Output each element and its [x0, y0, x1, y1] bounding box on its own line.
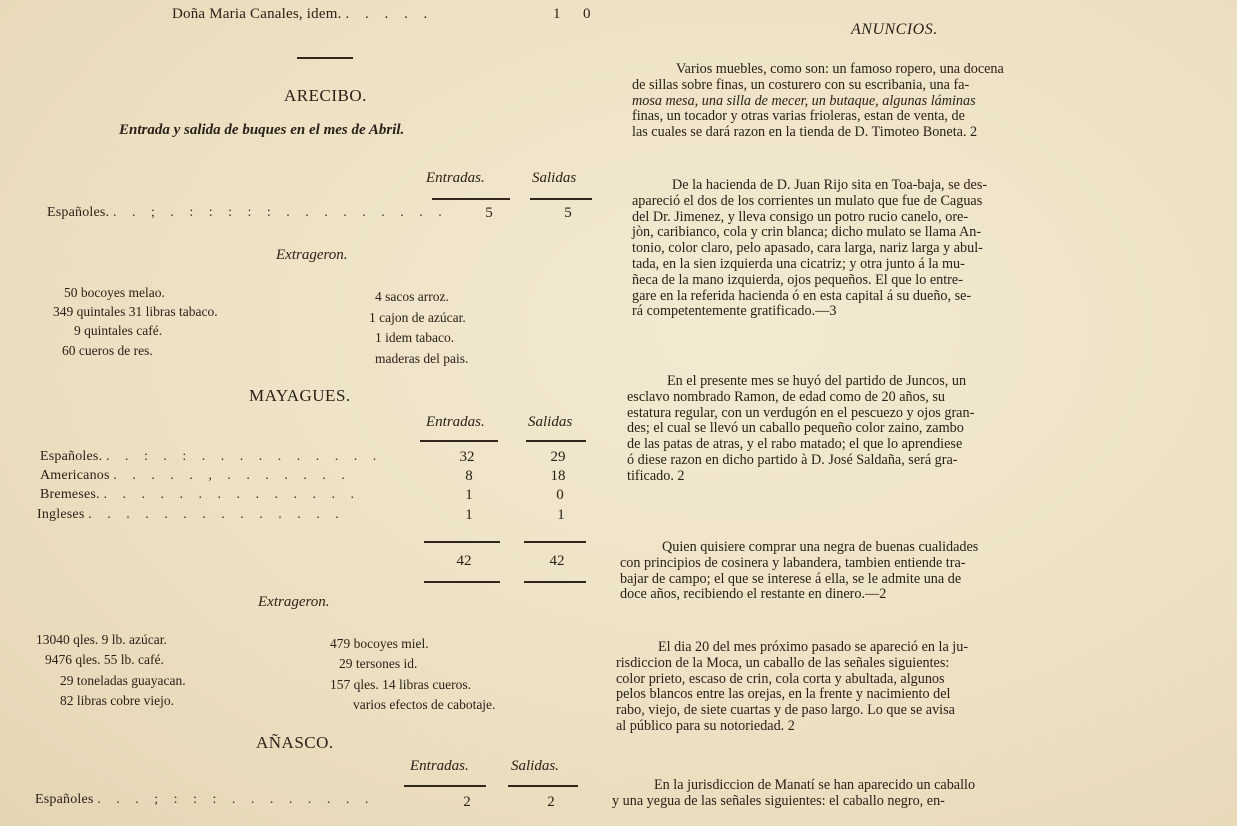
ad-line: Quien quisiere comprar una negra de buenas cualidades: [662, 539, 979, 555]
ad-line: ñeca de la mano izquierda, ojos pequeños. El que lo entre-: [632, 271, 963, 288]
mayagues-cargo-right-1: 29 tersones id.: [339, 656, 418, 671]
ad-line: y una yegua de las señales siguientes: el caballo negro, en-: [612, 792, 945, 809]
anasco-col-salidas: Salidas.: [511, 758, 559, 774]
mayagues-heading: MAYAGUES.: [249, 386, 351, 405]
leader-dots: . . ; . : : : : : . . . . . . . . .: [112, 205, 448, 220]
row-label: Españoles: [35, 792, 94, 807]
ad-line: pelos blancos entre las orejas, en la frente y nacimiento del: [616, 686, 951, 703]
mayagues-row-salidas: 1: [557, 507, 565, 523]
mayagues-cargo-left-0: 13040 qles. 9 lb. azúcar.: [36, 632, 167, 647]
top-val-1: 1: [553, 6, 561, 22]
ad-line: des; el cual se llevó un caballo pequeño color zaino, zambo: [627, 420, 964, 437]
rule: [404, 785, 486, 787]
mayagues-cargo-right-3: varios efectos de cabotaje.: [353, 697, 496, 712]
mayagues-row-salidas: 0: [556, 487, 564, 503]
arecibo-cargo-right-1: 1 cajon de azúcar.: [369, 310, 466, 325]
anasco-heading: AÑASCO.: [256, 733, 334, 752]
row-label: Ingleses: [37, 507, 85, 522]
leader-dots: . . . ; : : : . . . . . . . .: [97, 792, 375, 807]
rule: [424, 541, 500, 543]
mayagues-cargo-left-2: 29 toneladas guayacan.: [60, 673, 186, 688]
ad-6: [612, 778, 1166, 810]
leader-dots: . . . . . , . . . . . . .: [113, 468, 351, 483]
mayagues-row: [37, 507, 345, 523]
rule: [432, 198, 510, 200]
mayagues-row: [40, 468, 351, 484]
arecibo-row: [47, 205, 448, 221]
ad-line: jòn, caribianco, cola y crin blanca; dicho mulato se llama An-: [632, 224, 982, 241]
ad-line: Varios muebles, como son: un famoso ropero, una docena: [676, 61, 1004, 77]
mayagues-cargo-left-1: 9476 qles. 55 lb. café.: [45, 652, 164, 667]
ad-line: del Dr. Jimenez, y lleva consigo un potro rucio canelo, ore-: [632, 208, 969, 225]
ad-line: con principios de cosinera y labandera, tambien entiende tra-: [620, 554, 966, 571]
ad-line: bajar de campo; el que se interese á ella, se le admite una de: [620, 570, 962, 587]
ad-line: risdiccion de la Moca, un caballo de las señales siguientes:: [616, 654, 950, 671]
ad-line: tificado. 2: [627, 467, 685, 484]
ad-line: gare en la referida hacienda ó en esta capital á su dueño, se-: [632, 287, 972, 304]
mayagues-row-entradas: 8: [465, 468, 473, 484]
mayagues-row-salidas: 29: [550, 449, 566, 465]
ad-line: finas, un tocador y otras varias frioleras, estan de venta, de: [632, 108, 965, 125]
ad-line: En el presente mes se huyó del partido de Juncos, un: [667, 373, 967, 389]
mayagues-row: [40, 449, 382, 465]
arecibo-col-entradas: Entradas.: [426, 170, 485, 186]
arecibo-subtitle: [119, 122, 404, 139]
mayagues-col-entradas: Entradas.: [426, 414, 485, 430]
ad-line: De la hacienda de D. Juan Rijo sita en Toa-baja, se des-: [672, 177, 988, 193]
mayagues-extrageron: Extrageron.: [258, 594, 330, 610]
mayagues-cargo-right-2: 157 qles. 14 libras cueros.: [330, 677, 471, 692]
arecibo-cargo-left-0: 50 bocoyes melao.: [64, 285, 165, 300]
ad-line: tada, en la sien izquierda una cicatriz; y otra junto á la mu-: [632, 255, 965, 272]
mayagues-cargo-left-3: 82 libras cobre viejo.: [60, 693, 174, 708]
arecibo-cargo-right-0: 4 sacos arroz.: [375, 289, 449, 304]
ad-line: color prieto, escaso de crin, cola corta y abultada, algunos: [616, 670, 945, 687]
arecibo-subtitle-text: Entrada y salida de buques en el mes de Abril.: [119, 122, 405, 138]
row-label: Americanos: [40, 468, 110, 483]
ad-line: estatura regular, con un verdugón en el pescuezo y ojos gran-: [627, 404, 975, 421]
rule: [424, 581, 500, 583]
mayagues-row-entradas: 1: [465, 507, 473, 523]
section-divider: [297, 57, 353, 59]
arecibo-cargo-left-2: 9 quintales café.: [74, 323, 163, 338]
ad-line: doce años, recibiendo el restante en dinero.—2: [620, 586, 887, 603]
arecibo-col-salidas: Salidas: [532, 170, 577, 186]
anuncios-heading: ANUNCIOS.: [851, 21, 938, 38]
rule: [526, 440, 586, 442]
ad-line: En la jurisdiccion de Manatí se han aparecido un caballo: [654, 777, 976, 793]
anasco-row: [35, 792, 374, 808]
ad-line: de sillas sobre finas, un costurero con su escribania, una fa-: [632, 76, 970, 93]
ad-line: tonio, color claro, pelo apasado, cara larga, nariz larga y abul-: [632, 240, 983, 257]
ad-line: apareció el dos de los corrientes un mulato que fue de Caguas: [632, 192, 983, 209]
ad-4: [620, 540, 1170, 603]
arecibo-extrageron: Extrageron.: [276, 247, 348, 263]
mayagues-row: [40, 487, 360, 503]
ad-line: esclavo nombrado Ramon, de edad como de 20 años, su: [627, 388, 945, 405]
mayagues-row-entradas: 1: [465, 487, 473, 503]
leader-dots: . . . . . . . . . . . . . .: [103, 487, 360, 502]
arecibo-heading: ARECIBO.: [284, 86, 367, 105]
top-line: [172, 6, 433, 23]
arecibo-cargo-right-3: maderas del pais.: [375, 351, 469, 366]
mayagues-cargo-right-0: 479 bocoyes miel.: [330, 636, 429, 651]
ad-5: [616, 640, 1170, 735]
arecibo-cargo-right-2: 1 idem tabaco.: [375, 330, 455, 345]
ad-line: las cuales se dará razon en la tienda de D. Timoteo Boneta. 2: [632, 124, 978, 141]
ad-3: [627, 374, 1175, 485]
anasco-row-entradas: 2: [463, 794, 471, 810]
mayagues-row-salidas: 18: [550, 468, 566, 484]
leader-dots: . . : . : . . . . . . . . . .: [105, 449, 383, 464]
ad-1: [632, 62, 1180, 141]
rule: [524, 581, 586, 583]
mayagues-total-salidas: 42: [549, 553, 565, 569]
ad-line: ó diese razon en dicho partido à D. José Saldaña, será gra-: [627, 451, 958, 468]
arecibo-cargo-left-3: 60 cueros de res.: [62, 343, 153, 358]
arecibo-cargo-left-1: 349 quintales 31 libras tabaco.: [53, 304, 218, 319]
row-label: Españoles.: [47, 205, 110, 220]
rule: [420, 440, 498, 442]
mayagues-total-entradas: 42: [456, 553, 472, 569]
anasco-row-salidas: 2: [547, 794, 555, 810]
arecibo-row-salidas: 5: [564, 205, 572, 221]
top-val-2: 0: [583, 6, 591, 22]
row-label: Españoles.: [40, 449, 103, 464]
ad-2: [632, 178, 1180, 320]
rule: [524, 541, 586, 543]
leader-dots: . . . . . . . . . . . . . .: [88, 507, 345, 522]
ad-line: rá competentemente gratificado.—3: [632, 303, 837, 320]
ad-line: mosa mesa, una silla de mecer, un butaque, algunas láminas: [632, 92, 976, 109]
arecibo-row-entradas: 5: [485, 205, 493, 221]
leader-dots: . . . . .: [345, 6, 434, 22]
rule: [508, 785, 578, 787]
ad-line: rabo, viejo, de siete cuartas y de paso largo. Lo que se avisa: [616, 702, 955, 719]
top-line-text: Doña Maria Canales, idem.: [172, 6, 342, 22]
row-label: Bremeses.: [40, 487, 100, 502]
mayagues-row-entradas: 32: [459, 449, 475, 465]
anasco-col-entradas: Entradas.: [410, 758, 469, 774]
ad-line: El dia 20 del mes próximo pasado se apareció en la ju-: [658, 639, 969, 655]
mayagues-col-salidas: Salidas: [528, 414, 573, 430]
ad-line: de las patas de atras, y el rabo matado; el que lo aprendiese: [627, 436, 963, 453]
ad-line: al público para su notoriedad. 2: [616, 717, 795, 734]
rule: [530, 198, 592, 200]
